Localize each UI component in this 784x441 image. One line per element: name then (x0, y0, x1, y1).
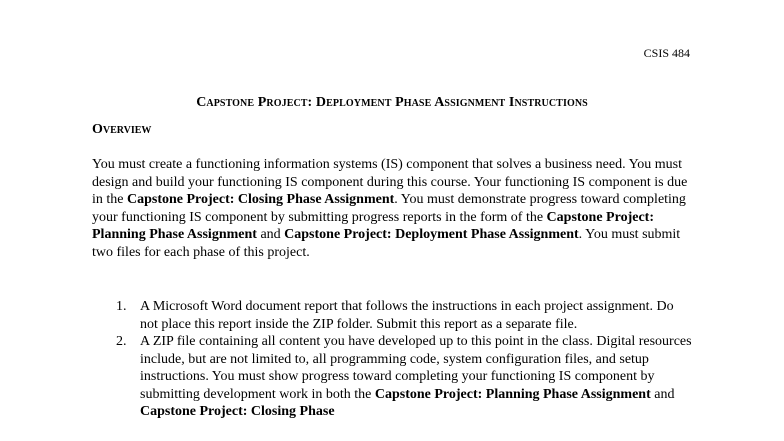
paragraph-segment: You must create a functioning information systems (IS) component that solves a business need. You must design and build your functioning IS component during this course. Your functioning IS component is due in the (92, 157, 688, 207)
list-item (92, 298, 692, 333)
course-code: CSIS 484 (643, 46, 690, 60)
list-item-text: A ZIP file containing all content you have developed up to this point in the class. Digital resources include, but are not limited to, all programming code, system configuration files, and setup instructions. You must show progress toward completing your functioning IS component by submitting development work in both the (140, 334, 692, 402)
overview-paragraph (92, 156, 692, 261)
paragraph-segment: . You must demonstrate progress toward completing your functioning IS component by submitting progress reports in the form of the (92, 192, 686, 225)
submission-file-list (92, 298, 692, 421)
list-item-number: 1. (116, 299, 127, 314)
paragraph-segment-bold: Capstone Project: Planning Phase Assignment (92, 209, 654, 242)
list-item-text: A Microsoft Word document report that follows the instructions in each project assignment. Do not place this report inside the ZIP folder. Submit this report as a separate file. (140, 299, 674, 332)
paragraph-segment: . You must submit two files for each phase of this project. (92, 227, 681, 260)
list-item-number: 2. (116, 334, 127, 349)
paragraph-segment-bold: Capstone Project: Closing Phase Assignment (127, 192, 395, 207)
section-heading-overview: Overview (92, 122, 152, 137)
document-title: Capstone Project: Deployment Phase Assignment Instructions (196, 95, 588, 110)
list-item-text-bold: Capstone Project: Closing Phase (140, 404, 335, 419)
list-item-text-bold: Capstone Project: Planning Phase Assignment (374, 386, 651, 402)
paragraph-segment-bold: Capstone Project: Deployment Phase Assignment (284, 227, 579, 242)
list-item-text: and (650, 386, 675, 402)
list-item (92, 333, 692, 421)
paragraph-segment: and (256, 227, 285, 242)
